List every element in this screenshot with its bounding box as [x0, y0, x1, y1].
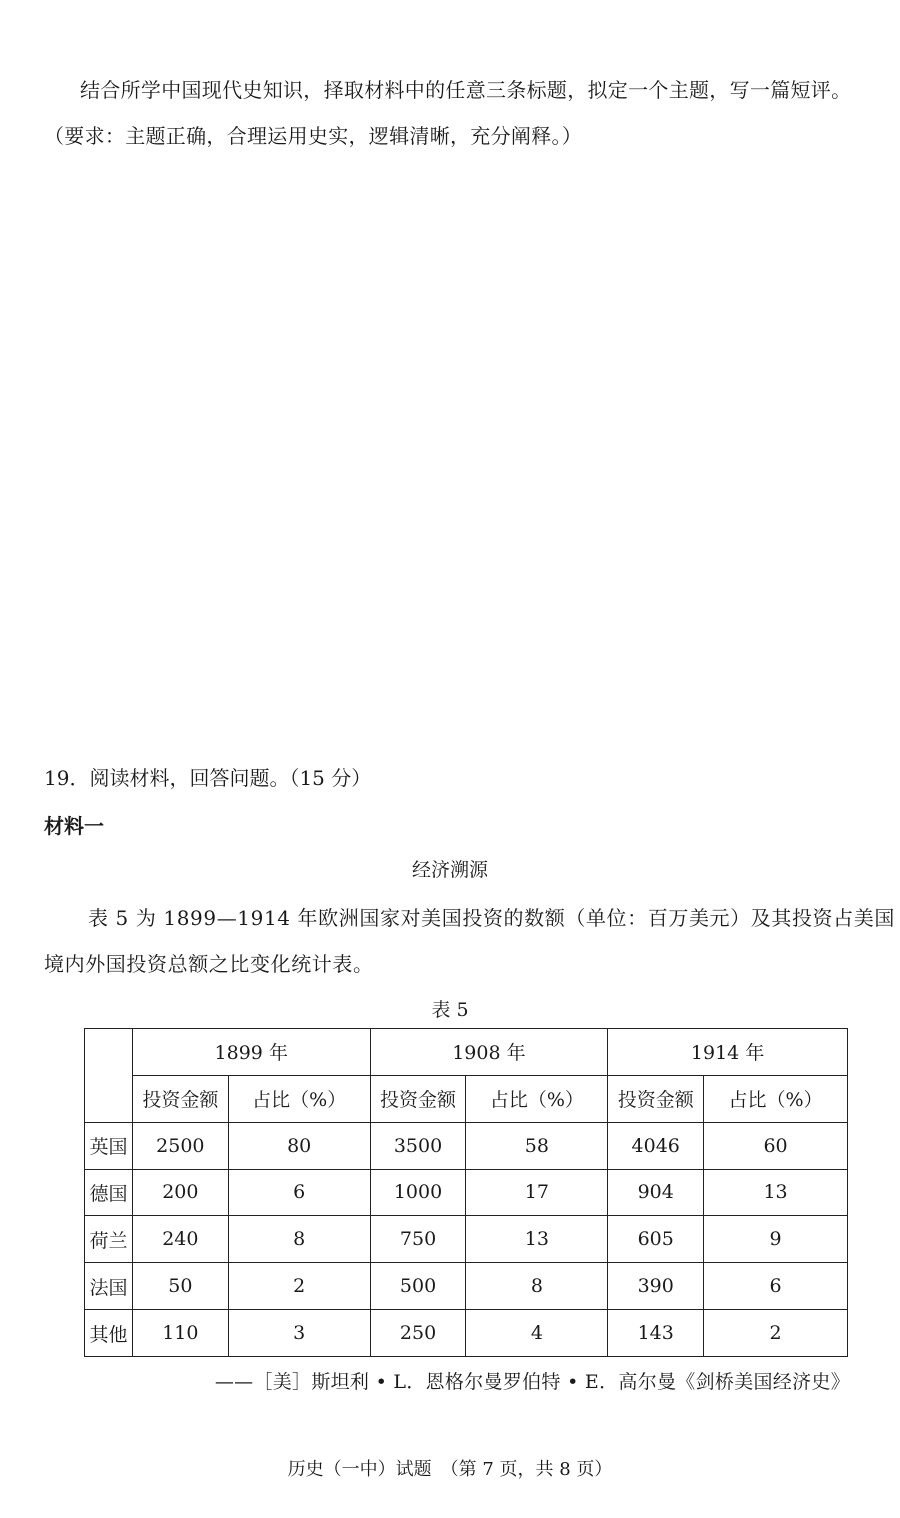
intro-line-1: 表 5 为 1899—1914 年欧洲国家对美国投资的数额（单位：百万美元）及其投资占美国: [88, 906, 895, 930]
cell-value: 50: [132, 1263, 228, 1310]
cell-value: 1000: [370, 1169, 466, 1216]
cell-value: 250: [370, 1310, 466, 1357]
subheader-amount: 投资金额: [132, 1075, 228, 1122]
cell-value: 58: [466, 1122, 608, 1169]
cell-value: 8: [228, 1216, 370, 1263]
year-header-1899: 1899 年: [132, 1029, 370, 1076]
cell-value: 240: [132, 1216, 228, 1263]
source-citation: ——［美］斯坦利 • L．恩格尔曼罗伯特 • E．高尔曼《剑桥美国经济史》: [214, 1371, 850, 1393]
table-row: [85, 1122, 848, 1169]
question-19-title: 19．阅读材料，回答问题。（15 分）: [44, 766, 372, 790]
table-row: [85, 1169, 848, 1216]
cell-value: 110: [132, 1310, 228, 1357]
cell-value: 2: [704, 1310, 848, 1357]
cell-value: 13: [466, 1216, 608, 1263]
cell-value: 2: [228, 1263, 370, 1310]
material-subtitle: 经济溯源: [411, 859, 488, 881]
row-country: 法国: [85, 1263, 133, 1310]
cell-value: 4: [466, 1310, 608, 1357]
subheader-amount: 投资金额: [608, 1075, 704, 1122]
cell-value: 143: [608, 1310, 704, 1357]
subheader-percent: 占比（%）: [466, 1075, 608, 1122]
prompt-line-2: （要求：主题正确，合理运用史实，逻辑清晰，充分阐释。）: [44, 124, 583, 148]
table-subheader-row: [85, 1075, 848, 1122]
cell-value: 4046: [608, 1122, 704, 1169]
cell-value: 6: [704, 1263, 848, 1310]
cell-value: 60: [704, 1122, 848, 1169]
cell-value: 200: [132, 1169, 228, 1216]
cell-value: 500: [370, 1263, 466, 1310]
intro-line-2: 境内外国投资总额之比变化统计表。: [44, 952, 374, 976]
cell-value: 2500: [132, 1122, 228, 1169]
cell-value: 8: [466, 1263, 608, 1310]
year-header-1908: 1908 年: [370, 1029, 608, 1076]
cell-value: 3500: [370, 1122, 466, 1169]
cell-value: 605: [608, 1216, 704, 1263]
row-country: 其他: [85, 1310, 133, 1357]
row-country: 荷兰: [85, 1216, 133, 1263]
cell-value: 17: [466, 1169, 608, 1216]
cell-value: 390: [608, 1263, 704, 1310]
cell-value: 6: [228, 1169, 370, 1216]
cell-value: 904: [608, 1169, 704, 1216]
row-country: 德国: [85, 1169, 133, 1216]
row-country: 英国: [85, 1122, 133, 1169]
page-footer: 历史（一中）试题 （第 7 页，共 8 页）: [287, 1459, 613, 1480]
cell-value: 750: [370, 1216, 466, 1263]
prompt-line-1: 结合所学中国现代史知识，择取材料中的任意三条标题，拟定一个主题，写一篇短评。: [80, 78, 852, 102]
table-corner-cell: [85, 1029, 133, 1123]
subheader-percent: 占比（%）: [228, 1075, 370, 1122]
investment-table: [84, 1028, 848, 1357]
material-label: 材料一: [44, 814, 104, 838]
subheader-amount: 投资金额: [370, 1075, 466, 1122]
table-caption: 表 5: [431, 999, 469, 1021]
cell-value: 80: [228, 1122, 370, 1169]
cell-value: 13: [704, 1169, 848, 1216]
cell-value: 3: [228, 1310, 370, 1357]
table-year-header-row: [85, 1029, 848, 1076]
table-row: [85, 1263, 848, 1310]
subheader-percent: 占比（%）: [704, 1075, 848, 1122]
table-row: [85, 1216, 848, 1263]
cell-value: 9: [704, 1216, 848, 1263]
table-row: [85, 1310, 848, 1357]
year-header-1914: 1914 年: [608, 1029, 848, 1076]
